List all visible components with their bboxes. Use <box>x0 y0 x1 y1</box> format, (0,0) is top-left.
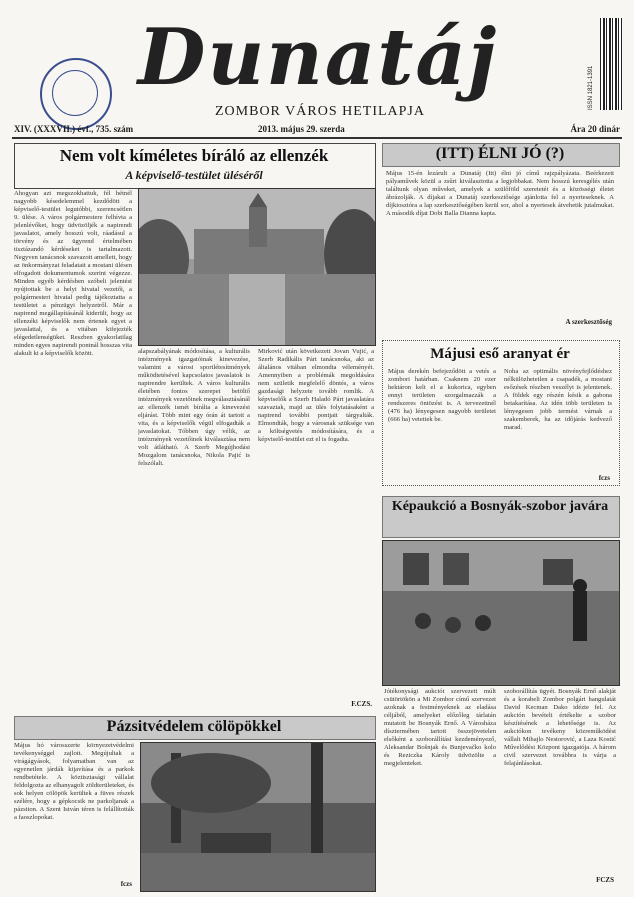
article3-signature: fczs <box>598 474 610 482</box>
article1-signature: F.CZS. <box>351 700 372 708</box>
article4-headline: Képaukció a Bosnyák-szobor javára <box>391 499 609 514</box>
article5-signature: fczs <box>120 880 132 888</box>
article1-col3: Mirković után következett Jovan Vujić, a Szerb Radikális Párt tanácsnoka, aki az általános vitában elmondta véleményét. Amennyiben a problémák megoldására nem születik megfelelő döntés, a város gazdasági helyzete tovább romlik. A képviselők a Szerb Haladó Párt javaslatára szavaztak, majd az ülés folytatásaként a napirend további pontjait tárgyalták. Elmondták, hogy a városnak szüksége van a költségvetés módosítására, és a képviselő-testület ezt el is fogadta. <box>258 348 374 443</box>
article3-col2: Noha az optimális növényfejlődéshez nélkülözhetetlen a csapadék, a mostani esőzések részben veszélyt is jelentenek. A földek egy részén késik a gabona betakarítása. Az idén több területen is lényegesen jobb termést várnak a szakemberek, ha az időjárás kedvező marad. <box>504 368 612 431</box>
article2-signature: A szerkesztőség <box>565 318 612 326</box>
price: Ára 20 dinár <box>570 124 620 134</box>
article1-headline: Nem volt kíméletes bíráló az ellenzék <box>59 146 329 165</box>
article4-col2: szoborállítás ügyét. Bosnyák Ernő alakját és a korabeli Zombor polgári hangulatát David Kecman Dako idézte fel. Az aukción bevételt értékelte a szobor készítésének a lehetősége is. Az aukciókon tevékeny közreműködést vállalt Mihajlo Nestorović, a Laza Kostić Művelődési Központ igazgatója. A három civil szervezet továbbra is várja a felajánlásokat. <box>504 688 616 767</box>
park-posts-photo <box>140 742 376 892</box>
barcode <box>600 18 622 110</box>
article3-col1: Május derekén befejeződött a vetés a zombori határban. Csaknem 20 ezer hektáron kelt el a kukorica, egyben ennyi területen szorgalmazzák a rendszeres öntözést is. A tervezettnél (476 ha) lényegesen nagyobb területet (666 ha) vetettek be. <box>388 368 496 423</box>
masthead-rule <box>12 137 622 139</box>
masthead-title: Dunatáj <box>137 12 499 103</box>
masthead-subtitle: ZOMBOR VÁROS HETILAPJA <box>215 104 425 119</box>
article1-col1: Ahogyan azt megszokhattuk, fél hétnél nagyobb késedelemmel kezdődött a képviselő-testület legutóbbi, szerencsétlen 9. ülése. A város polgármestere felhívta a jelenlévőket, hogy üdvözöljék a napirendi javaslatot, amely hosszú volt, ráadásul a törvény és az ügyrend értelmében tisztázandó kérdéseket is tartalmazott. Negyven tanácsnok szavazott amellett, hogy az önkormányzat feladatait a mostani ülésen elfogadott dokumentumok szerint végezze. Minden egyéb kérdésben szóbeli jelentést nyújtottak be a helyi hivatal vezetői, a polgármesteri hivatal pedig tájékoztatta a testületet a pénzügyi helyzetről. Már a napirend megállapításánál kiderült, hogy az ellenzéki képviselők nem értenek egyet a javaslattal, és a vitában kifejezték elégedetlenségüket. Reszben gyakorlatilag minden egyes napirendi pontnál hosszas vita alakult ki a képviselők között. <box>14 190 132 357</box>
article2-headline: (ITT) ÉLNI JÓ (?) <box>435 145 565 162</box>
article5-body: Május hó városszerte környezetvédelmi tevékenységgel zajlott. Megújultak a virágágyások, folyamatban van az egyenetlen járdák kijavítása és a parkok rendbetétele. A köztisztasági vállalat feldolgozta az elhanyagolt zöldterületeket, és sok helyen cölöpök kerültek a füves részek szélére, hogy a gépkocsik ne parkoljanak a pázsiton. A Szent István téren is felállították a faoszlopokat. <box>14 742 134 821</box>
city-hall-photo <box>138 188 376 346</box>
article5-headline: Pázsitvédelem cölöpökkel <box>106 718 282 735</box>
auction-photo <box>382 540 620 686</box>
issue-date: 2013. május 29. szerda <box>258 124 345 134</box>
article4-signature: FCZS <box>596 876 614 884</box>
article4-col1: Jótékonysági aukciót szervezett múlt csütörtökön a Mi Zombor című szervezet azoknak a festményeknek az eladása céljából, amelyeket előzőleg tárlatán mutatott be Bosnyák Ernő. A Városháza dísztermében tartott összejövetelen elsőként a szoborállítási kezdeményező, Aleksandar Bošnjak és Bunjevačko kolo és Reziczka Károly üdvözölte a megjelenteket. <box>384 688 496 767</box>
article1-subhead: A képviselő-testület üléséről <box>125 168 263 182</box>
article2-body: Május 15-én lezárult a Dunatáj (Itt) élni jó című rajzpályázata. Beérkezett pályaművek közül a zsűri kiválasztotta a legjobbakat. Nem hosszú keresgélés után találtunk olyan műveket, amelyek a szülőföld szeretetét és a közösségi életet ábrázolják. A díjakat a Dunatáj szerkesztősége ajánlotta fel a nyerteseknek. A díjkiosztóra a lap szerkesztőségében kerül sor, ahol a nyertesek átvehetik jutalmukat. A második díjat Dobi Balla Dianna kapta. <box>386 170 614 217</box>
issue-number: XIV. (XXXVII.) évf., 735. szám <box>14 124 134 134</box>
issn-label: ISSN 1821-1391 <box>588 65 594 110</box>
city-seal-logo <box>40 58 112 130</box>
article1-col2: alapszabályának módosítása, a kulturális intézmények igazgatóinak kinevezése, valamint a városi sportlétesítmények működtetésével kapcsolatos javaslatok is napirendre kerültek. A város kulturális életében fontos szerepet betöltő intézmények vezetőinek megválasztásánál az ellenzék ismét bírálta a kinevezési eljárást. Több mint egy órán át tartott a vita, és a képviselők végül elfogadták a javaslatokat. Tóbben úgy vélik, az intézmények vezetőinek kiválasztása nem volt átlátható. A Szerb Megújhodási Mozgalom tanácsnoka, Nikola Pajić is felszólalt. <box>138 348 250 467</box>
article3-headline: Májusi eső aranyat ér <box>430 346 570 362</box>
